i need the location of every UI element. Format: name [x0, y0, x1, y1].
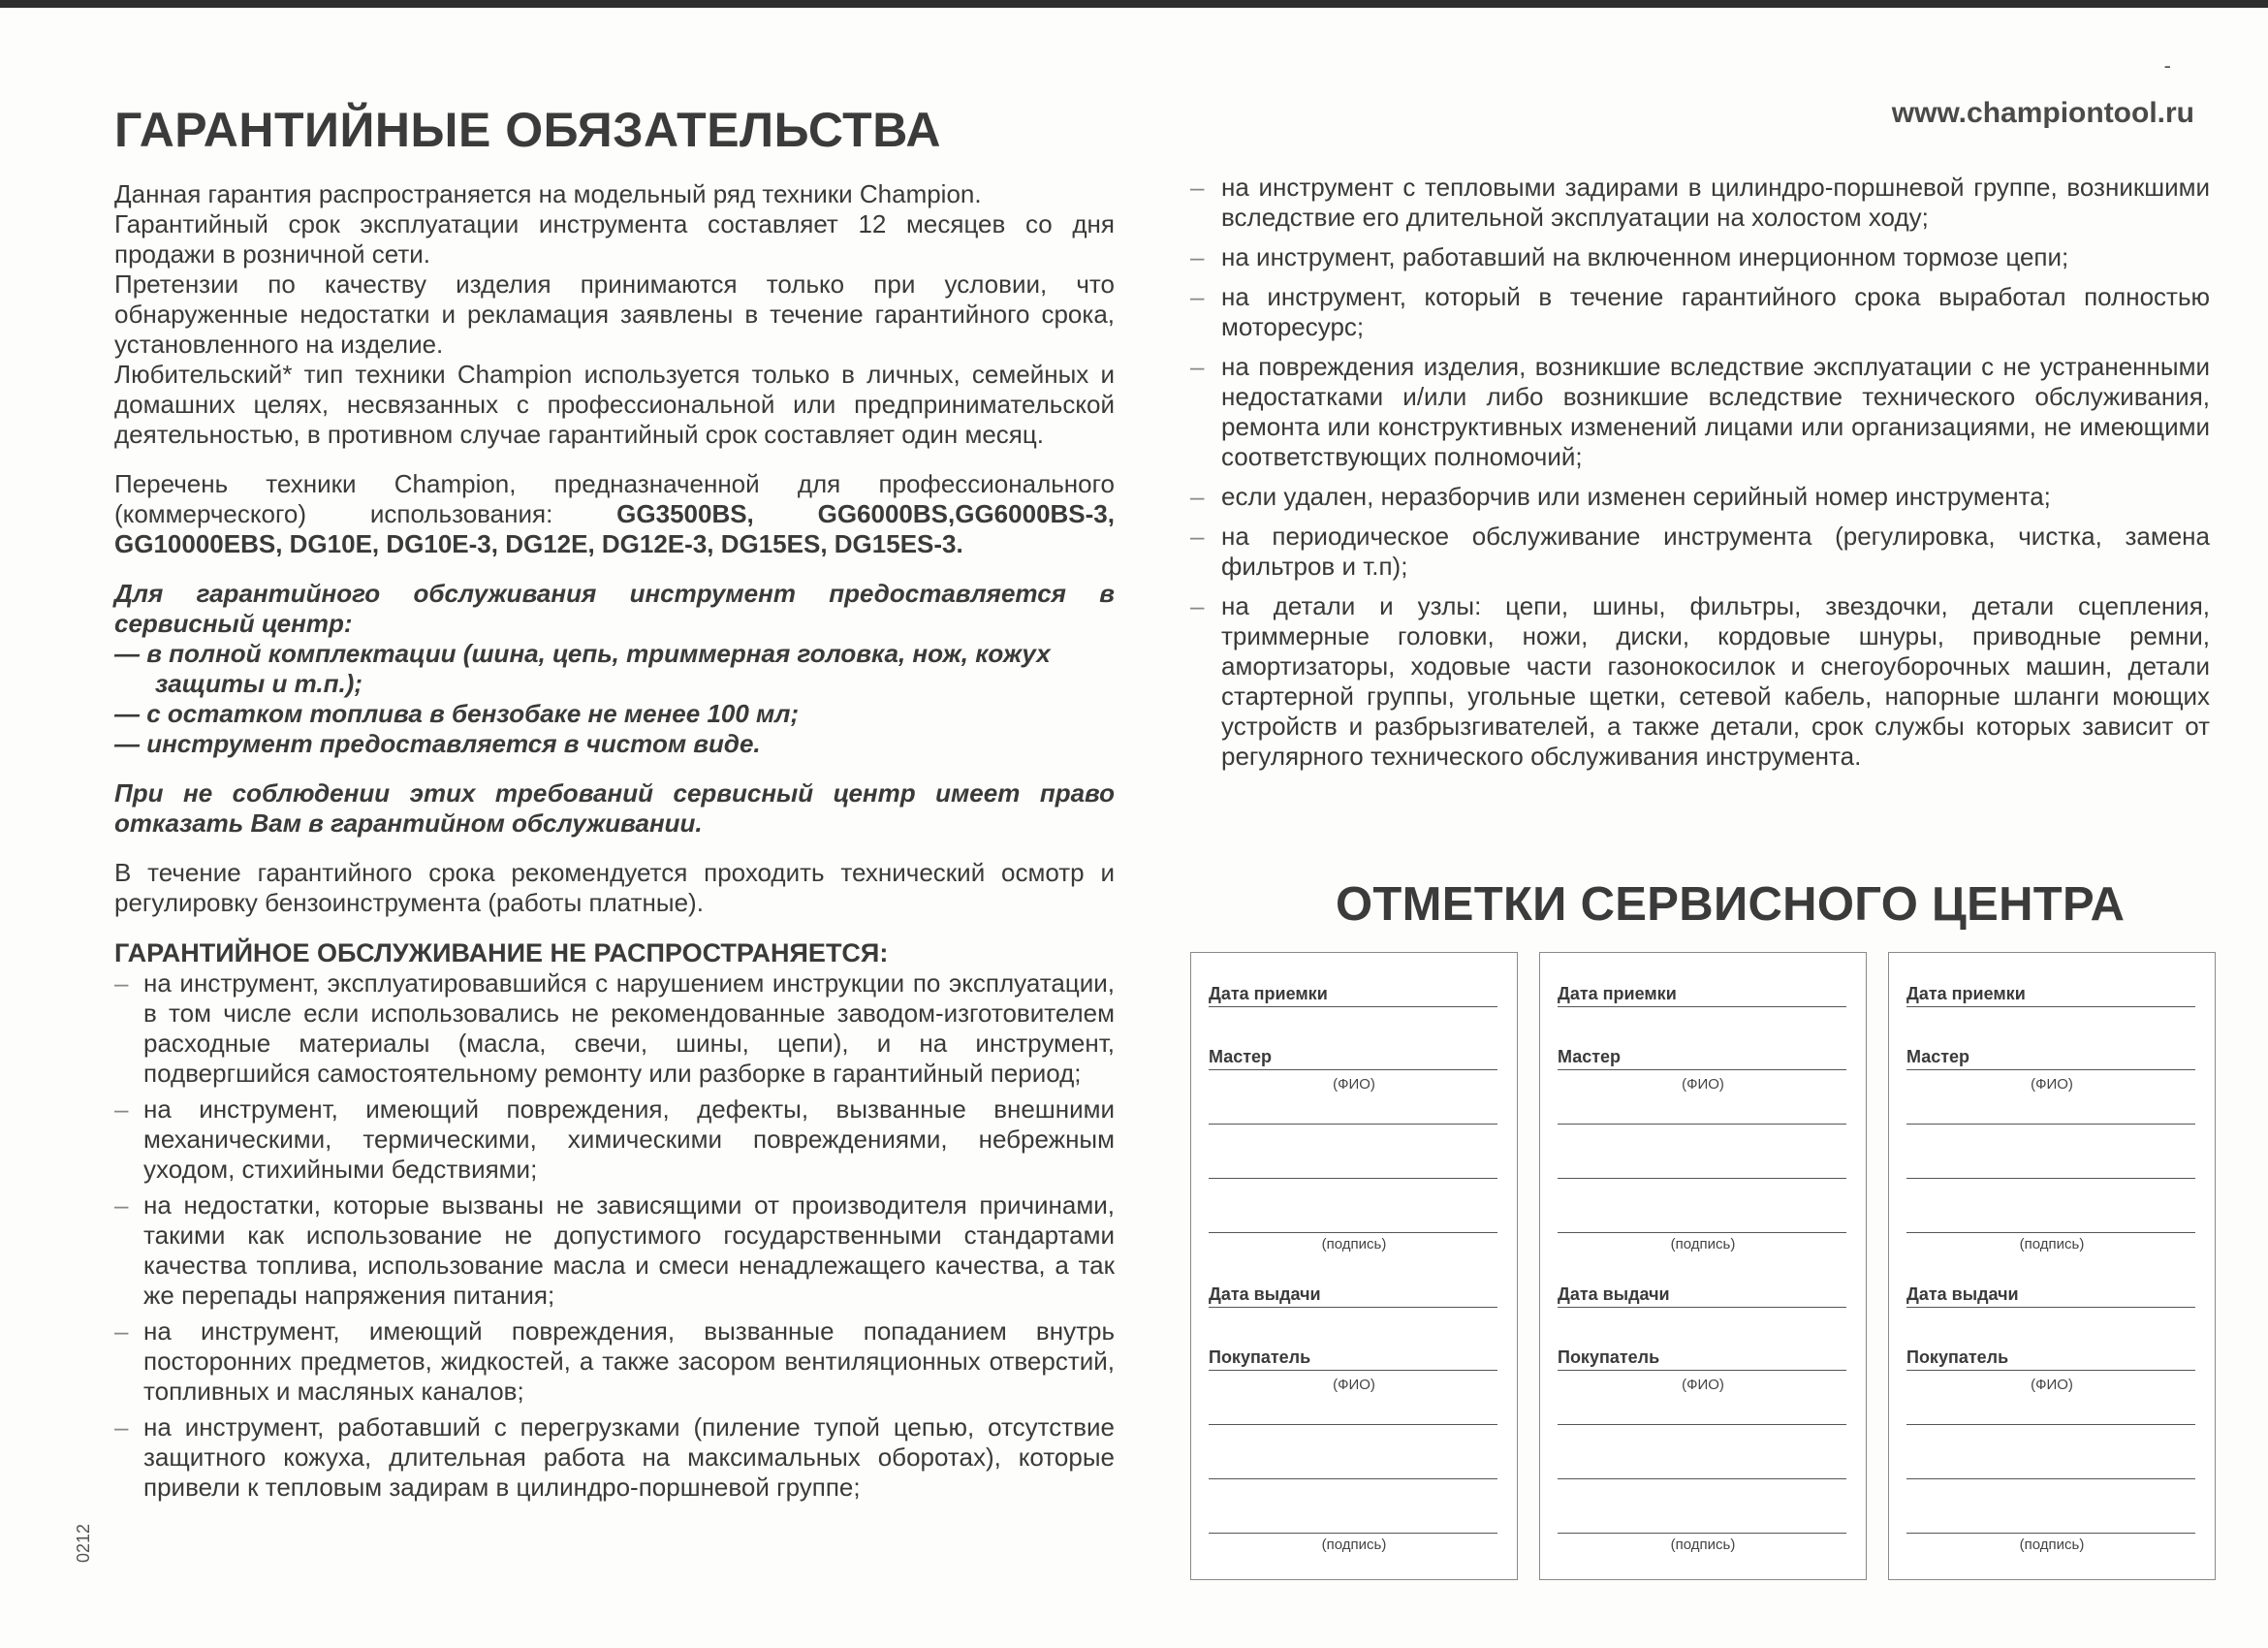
list-item-text: на инструмент, эксплуатировавшийся с нарушением инструкции по эксплуатации, в том числе если использовались не рекомендованные заводом-изготовителем расходные материалы (масла, свечи, шины, цепи), и на инструмент, подвергшийся самостоятельному ремонту или разборке в гарантийный период;	[143, 968, 1115, 1088]
service-form	[1190, 952, 1518, 1580]
list-item	[1190, 522, 2210, 582]
service-warning: При не соблюдении этих требований сервисный центр имеет право отказать Вам в гарантийном обслуживании.	[114, 778, 1115, 838]
not-covered-heading: ГАРАНТИЙНОЕ ОБСЛУЖИВАНИЕ НЕ РАСПРОСТРАНЯЕТСЯ:	[114, 938, 889, 967]
list-item-text: на периодическое обслуживание инструмента (регулировка, чистка, замена фильтров и т.п);	[1221, 522, 2210, 581]
dash-marker: –	[114, 968, 129, 998]
signature-hint: (подпись)	[1321, 1236, 1387, 1252]
date-issued-field[interactable]: Дата выдачи	[1906, 1284, 2195, 1308]
list-item	[114, 1190, 1115, 1311]
list-item-text: на инструмент, имеющий повреждения, вызванные попаданием внутрь посторонних предметов, жидкостей, а также засором вентиляционных отверстий, топливных и масляных каналов;	[143, 1316, 1115, 1406]
list-item-text: на инструмент с тепловыми задирами в цилиндро-поршневой группе, возникшими вследствие его длительной эксплуатации на холостом ходу;	[1221, 173, 2210, 232]
recommendation-paragraph: В течение гарантийного срока рекомендуется проходить технический осмотр и регулировку бензоинструмента (работы платные).	[114, 858, 1115, 917]
blank-line[interactable]	[1906, 1124, 2195, 1125]
blank-line[interactable]	[1558, 1178, 1846, 1179]
service-requirements-list	[114, 639, 1115, 759]
signature-line[interactable]	[1558, 1533, 1846, 1534]
signature-line[interactable]	[1209, 1232, 1497, 1233]
fio-hint: (ФИО)	[2031, 1377, 2073, 1393]
left-column	[114, 102, 1115, 1508]
signature-line[interactable]	[1209, 1533, 1497, 1534]
list-item-text: на инструмент, который в течение гарантийного срока выработал полностью моторесурс;	[1221, 282, 2210, 341]
list-item	[1190, 482, 2210, 512]
dash-marker: –	[114, 1094, 129, 1124]
fio-hint: (ФИО)	[1682, 1377, 1724, 1393]
list-item: — с остатком топлива в бензобаке не менее 100 мл;	[114, 699, 800, 728]
page-title: ГАРАНТИЙНЫЕ ОБЯЗАТЕЛЬСТВА	[114, 103, 941, 157]
signature-hint: (подпись)	[1670, 1537, 1736, 1553]
blank-line[interactable]	[1558, 1424, 1846, 1425]
blank-line[interactable]	[1209, 1424, 1497, 1425]
not-covered-list-left	[114, 968, 1115, 1503]
list-item	[114, 1094, 1115, 1185]
intro-paragraph-4: Любительский* тип техники Champion используется только в личных, семейных и домашних целях, несвязанных с профессиональной или предпринимательской деятельностью, в противном случае гарантийный срок составляет один месяц.	[114, 360, 1115, 449]
intro-paragraph-3: Претензии по качеству изделия принимаются только при условии, что обнаруженные недостатки и рекламация заявлены в течение гарантийного срока, установленного на изделие.	[114, 269, 1115, 359]
blank-line[interactable]	[1906, 1424, 2195, 1425]
list-item	[1190, 282, 2210, 342]
blank-line[interactable]	[1558, 1478, 1846, 1479]
list-item	[114, 1412, 1115, 1503]
service-form	[1888, 952, 2216, 1580]
service-form	[1539, 952, 1867, 1580]
top-border	[0, 0, 2268, 8]
buyer-field[interactable]: Покупатель	[1906, 1347, 2195, 1371]
signature-hint: (подпись)	[2019, 1537, 2085, 1553]
service-marks-forms	[1190, 952, 2218, 1580]
list-item	[1190, 352, 2210, 472]
list-item	[114, 968, 1115, 1089]
right-column	[1190, 173, 2210, 781]
list-item-text: на повреждения изделия, возникшие вследствие эксплуатации с не устраненными недостатками и/или либо возникшие вследствие технического обслуживания, ремонта или конструктивных изменений лицами или организациями, не имеющими соответствующих полномочий;	[1221, 352, 2210, 471]
professional-models-list: GG3500BS, GG6000BS,GG6000BS-3, GG10000EBS, DG10E, DG10E-3, DG12E, DG12E-3, DG15ES, DG15ES-3.	[114, 499, 1115, 558]
signature-line[interactable]	[1906, 1533, 2195, 1534]
list-item	[1190, 173, 2210, 233]
signature-line[interactable]	[1558, 1232, 1846, 1233]
list-item-text: на инструмент, работавший на включенном инерционном тормозе цепи;	[1221, 242, 2069, 271]
buyer-field[interactable]: Покупатель	[1558, 1347, 1846, 1371]
dash-marker: –	[1190, 352, 1205, 381]
corner-mark: -	[2163, 53, 2171, 78]
service-requirements-heading: Для гарантийного обслуживания инструмент предоставляется в сервисный центр:	[114, 579, 1115, 638]
fio-hint: (ФИО)	[1333, 1377, 1375, 1393]
list-item	[1190, 591, 2210, 772]
blank-line[interactable]	[1209, 1478, 1497, 1479]
dash-marker: –	[1190, 482, 1205, 511]
signature-hint: (подпись)	[1670, 1236, 1736, 1252]
signature-hint: (подпись)	[2019, 1236, 2085, 1252]
date-issued-field[interactable]: Дата выдачи	[1558, 1284, 1846, 1308]
fio-hint: (ФИО)	[2031, 1076, 2073, 1093]
dash-marker: –	[1190, 591, 1205, 620]
blank-line[interactable]	[1906, 1478, 2195, 1479]
signature-line[interactable]	[1906, 1232, 2195, 1233]
not-covered-list-right	[1190, 173, 2210, 772]
date-received-field[interactable]: Дата приемки	[1209, 984, 1497, 1007]
website-url[interactable]: www.championtool.ru	[1891, 97, 2194, 129]
service-marks-title: ОТМЕТКИ СЕРВИСНОГО ЦЕНТРА	[1336, 878, 2126, 931]
intro-paragraph-2: Гарантийный срок эксплуатации инструмента составляет 12 месяцев со дня продажи в розничной сети.	[114, 209, 1115, 269]
master-field[interactable]: Мастер	[1906, 1047, 2195, 1070]
list-item-text: на детали и узлы: цепи, шины, фильтры, звездочки, детали сцепления, триммерные головки, ножи, диски, кордовые шнуры, приводные ремни, амортизаторы, ходовые части газонокосилок и снегоуборочных машин, детали стартерной группы, угольные щетки, сетевой кабель, напорные шланги моющих устройств и разбрызгивателей, а также детали, срок службы которых зависит от регулярного технического обслуживания инструмента.	[1221, 591, 2210, 771]
list-item-text: на инструмент, имеющий повреждения, дефекты, вызванные внешними механическими, термическими, химическими повреждениями, небрежным уходом, стихийными бедствиями;	[143, 1094, 1115, 1184]
signature-hint: (подпись)	[1321, 1537, 1387, 1553]
professional-models-text: Перечень техники Champion, предназначенной для профессионального (коммерческого) использования:	[114, 469, 1115, 528]
document-code: 0212	[74, 1523, 93, 1563]
professional-models-paragraph	[114, 469, 1115, 559]
master-field[interactable]: Мастер	[1558, 1047, 1846, 1070]
list-item: — инструмент предоставляется в чистом виде.	[114, 729, 761, 758]
dash-marker: –	[1190, 522, 1205, 551]
list-item-text: на недостатки, которые вызваны не зависящими от производителя причинами, такими как использование не допустимого государственными стандартами качества топлива, использование масла и смеси ненадлежащего качества, а так же перепады напряжения питания;	[143, 1190, 1115, 1310]
list-item-text: на инструмент, работавший с перегрузками (пиление тупой цепью, отсутствие защитного кожуха, длительная работа на максимальных оборотах), которые привели к тепловым задирам в цилиндро-поршневой группе;	[143, 1412, 1115, 1502]
blank-line[interactable]	[1209, 1124, 1497, 1125]
blank-line[interactable]	[1558, 1124, 1846, 1125]
dash-marker: –	[114, 1190, 129, 1220]
intro-paragraph-1: Данная гарантия распространяется на модельный ряд техники Champion.	[114, 179, 982, 208]
blank-line[interactable]	[1906, 1178, 2195, 1179]
master-field[interactable]: Мастер	[1209, 1047, 1497, 1070]
dash-marker: –	[114, 1412, 129, 1442]
fio-hint: (ФИО)	[1333, 1076, 1375, 1093]
list-item	[114, 1316, 1115, 1407]
blank-line[interactable]	[1209, 1178, 1497, 1179]
dash-marker: –	[114, 1316, 129, 1346]
dash-marker: –	[1190, 173, 1205, 202]
dash-marker: –	[1190, 282, 1205, 311]
dash-marker: –	[1190, 242, 1205, 271]
fio-hint: (ФИО)	[1682, 1076, 1724, 1093]
list-item-text: если удален, неразборчив или изменен серийный номер инструмента;	[1221, 482, 2051, 511]
list-item	[1190, 242, 2210, 272]
date-received-field[interactable]: Дата приемки	[1906, 984, 2195, 1007]
date-received-field[interactable]: Дата приемки	[1558, 984, 1846, 1007]
buyer-field[interactable]: Покупатель	[1209, 1347, 1497, 1371]
date-issued-field[interactable]: Дата выдачи	[1209, 1284, 1497, 1308]
list-item: — в полной комплектации (шина, цепь, триммерная головка, нож, кожух защиты и т.п.);	[114, 639, 1051, 698]
